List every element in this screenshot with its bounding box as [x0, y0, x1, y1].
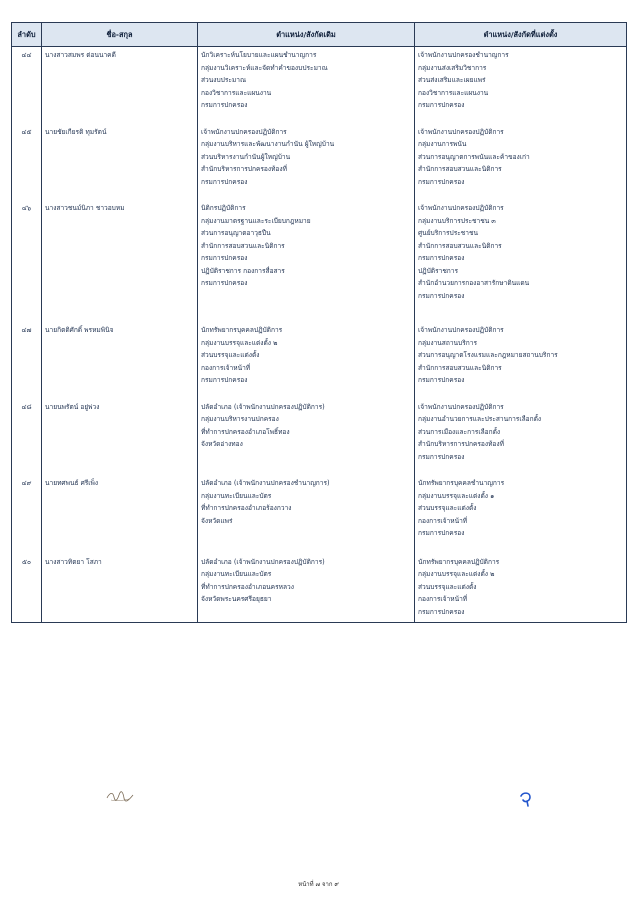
- current-position: [198, 548, 415, 623]
- new-position-line: กรมการปกครอง: [418, 376, 465, 384]
- new-position-line: เจ้าพนักงานปกครองปฏิบัติการ: [418, 204, 504, 212]
- new-position-line: กลุ่มงานอำนวยการและประสานการเลือกตั้ง: [418, 415, 542, 423]
- current-position: [198, 118, 415, 195]
- current-position: [198, 393, 415, 470]
- new-position-line: กลุ่มงานสถานบริการ: [418, 338, 477, 347]
- current-position-line: กองการเจ้าหน้าที่: [201, 363, 251, 372]
- new-position-line: กรมการปกครอง: [418, 291, 465, 300]
- row-number: [12, 316, 42, 393]
- new-position-line: สำนักบริหารการปกครองท้องที่: [418, 440, 504, 448]
- signature-initial-right: [518, 791, 534, 807]
- header-current-position: ตำแหน่ง/สังกัดเดิม: [198, 23, 415, 47]
- employee-name: [42, 548, 198, 623]
- new-position-line: ส่วนบรรจุและแต่งตั้ง: [418, 504, 477, 512]
- employee-name: [42, 469, 198, 548]
- new-position-line: กลุ่มงานการพนัน: [418, 140, 467, 148]
- current-position-line: ที่ทำการปกครองอำเภอร้องกวาง: [201, 504, 292, 512]
- current-position-line: จังหวัดพระนครศรีอยุธยา: [201, 595, 272, 603]
- new-position-line: กองการเจ้าหน้าที่: [418, 516, 468, 525]
- current-position-line: จังหวัดอ่างทอง: [201, 440, 243, 448]
- new-position-line: กลุ่มงานบรรจุและแต่งตั้ง ๑: [418, 491, 495, 500]
- new-position-line: กลุ่มงานส่งเสริมวิชาการ: [418, 63, 487, 72]
- row-number-text: ๔๙: [21, 479, 32, 487]
- new-position: [415, 548, 627, 623]
- new-position: [415, 469, 627, 548]
- row-number: [12, 47, 42, 118]
- current-position: [198, 469, 415, 548]
- employee-name-text: นายกิตติศักดิ์ พรหมพินิจ: [45, 326, 114, 334]
- row-number: [12, 393, 42, 470]
- table-row: [12, 118, 627, 195]
- employee-name-text: นางสาวทิตยา โสภา: [45, 557, 102, 566]
- current-position-line: ที่ทำการปกครองอำเภอนครหลวง: [201, 582, 294, 591]
- current-position: [198, 194, 415, 316]
- current-position-line: ปลัดอำเภอ (เจ้าพนักงานปกครองชำนาญการ): [201, 479, 330, 487]
- new-position-line: ส่วนการอนุญาตโรงแรมและกฎหมายสถานบริการ: [418, 351, 558, 359]
- table-row: [12, 548, 627, 623]
- current-position-line: ส่วนงบประมาณ: [201, 76, 247, 84]
- employee-name: [42, 118, 198, 195]
- current-position-line: นิติกรปฏิบัติการ: [201, 204, 246, 212]
- new-position-line: นักทรัพยากรบุคคลปฏิบัติการ: [418, 557, 500, 566]
- signature-initial-left: [105, 789, 135, 803]
- current-position-line: ปฏิบัติราชการ กองการสื่อสาร: [201, 266, 285, 275]
- current-position-line: กลุ่มงานบรรจุและแต่งตั้ง ๒: [201, 338, 278, 347]
- current-position-line: นักวิเคราะห์นโยบายและแผนชำนาญการ: [201, 51, 317, 59]
- current-position-line: กรมการปกครอง: [201, 177, 248, 186]
- new-position-line: สำนักการสอบสวนและนิติการ: [418, 363, 502, 372]
- new-position-line: กรมการปกครอง: [418, 607, 465, 616]
- current-position-line: กลุ่มงานบริหารและพัฒนางานกำนัน ผู้ใหญ่บ้าน: [201, 140, 335, 148]
- row-number: [12, 548, 42, 623]
- new-position-line: เจ้าพนักงานปกครองปฏิบัติการ: [418, 326, 504, 334]
- row-number-text: ๔๔: [21, 51, 32, 59]
- current-position-line: สำนักการสอบสวนและนิติการ: [201, 241, 285, 250]
- page-number: หน้าที่ ๗ จาก ๙: [298, 881, 339, 888]
- current-position-line: กรมการปกครอง: [201, 279, 248, 287]
- new-position-line: กรมการปกครอง: [418, 452, 465, 461]
- new-position: [415, 194, 627, 316]
- current-position-line: เจ้าพนักงานปกครองปฏิบัติการ: [201, 127, 287, 136]
- new-position-line: สำนักการสอบสวนและนิติการ: [418, 241, 502, 250]
- current-position-line: ปลัดอำเภอ (เจ้าพนักงานปกครองปฏิบัติการ): [201, 557, 325, 566]
- employee-name-text: นางสาวสมพร ต่อนนาคดี: [45, 51, 116, 59]
- current-position-line: กลุ่มงานบริหารงานปกครอง: [201, 415, 279, 423]
- current-position-line: ปลัดอำเภอ (เจ้าพนักงานปกครองปฏิบัติการ): [201, 402, 325, 411]
- new-position-line: เจ้าพนักงานปกครองชำนาญการ: [418, 51, 509, 59]
- new-position-line: เจ้าพนักงานปกครองปฏิบัติการ: [418, 127, 504, 136]
- current-position-line: จังหวัดแพร่: [201, 516, 233, 525]
- employee-name: [42, 47, 198, 118]
- table-header-row: [12, 23, 627, 47]
- employee-name-text: นายชัยเกียรติ ทุมรัตน์: [45, 127, 107, 136]
- new-position-line: กรมการปกครอง: [418, 101, 465, 109]
- header-no: ลำดับ: [12, 23, 42, 47]
- new-position-line: นักทรัพยากรบุคคลชำนาญการ: [418, 479, 505, 487]
- table-row: [12, 47, 627, 118]
- row-number-text: ๔๗: [21, 326, 32, 334]
- header-name: ชื่อ-สกุล: [42, 23, 198, 47]
- current-position: [198, 47, 415, 118]
- new-position: [415, 118, 627, 195]
- current-position-line: สำนักบริหารการปกครองท้องที่: [201, 165, 287, 173]
- new-position-line: กรมการปกครอง: [418, 254, 465, 262]
- table-row: [12, 393, 627, 470]
- new-position-line: กรมการปกครอง: [418, 529, 465, 537]
- current-position-line: ที่ทำการปกครองอำเภอโพธิ์ทอง: [201, 427, 290, 436]
- row-number-text: ๕๐: [21, 557, 31, 566]
- new-position: [415, 316, 627, 393]
- header-new-position: ตำแหน่ง/สังกัดที่แต่งตั้ง: [415, 23, 627, 47]
- current-position-line: กลุ่มงานทะเบียนและบัตร: [201, 491, 272, 500]
- table-row: [12, 469, 627, 548]
- row-number: [12, 469, 42, 548]
- current-position-line: กรมการปกครอง: [201, 376, 248, 384]
- current-position-line: ส่วนบริหารงานกำนันผู้ใหญ่บ้าน: [201, 152, 291, 161]
- current-position-line: กลุ่มงานทะเบียนและบัตร: [201, 570, 272, 578]
- current-position-line: กลุ่มงานมาตรฐานและระเบียบกฎหมาย: [201, 216, 311, 225]
- row-number: [12, 118, 42, 195]
- new-position-line: กองวิชาการและแผนงาน: [418, 88, 489, 97]
- new-position: [415, 47, 627, 118]
- employee-name-text: นายนพรัตน์ อยู่พ่วง: [45, 402, 100, 411]
- employee-name: [42, 393, 198, 470]
- new-position-line: ส่วนบรรจุและแต่งตั้ง: [418, 582, 477, 591]
- row-number-text: ๔๘: [21, 402, 32, 411]
- new-position-line: กลุ่มงานบริการประชาชน ๓: [418, 216, 496, 225]
- new-position-line: กองการเจ้าหน้าที่: [418, 595, 468, 603]
- new-position-line: ปฏิบัติราชการ: [418, 266, 459, 275]
- new-position-line: สำนักการสอบสวนและนิติการ: [418, 165, 502, 173]
- employee-name: [42, 194, 198, 316]
- new-position-line: สำนักอำนวยการกองอาสารักษาดินแดน: [418, 279, 530, 287]
- new-position-line: ส่วนการอนุญาตการพนันและค้าของเก่า: [418, 152, 530, 161]
- employee-name-text: นายทศพนธ์ ศรีเพ็ง: [45, 479, 99, 487]
- row-number: [12, 194, 42, 316]
- new-position-line: ศูนย์บริการประชาชน: [418, 229, 478, 237]
- table-row: [12, 316, 627, 393]
- current-position-line: นักทรัพยากรบุคคลปฏิบัติการ: [201, 326, 283, 334]
- current-position-line: กรมการปกครอง: [201, 254, 248, 262]
- table-body: [12, 47, 627, 623]
- current-position-line: กลุ่มงานวิเคราะห์และจัดทำคำของบประมาณ: [201, 63, 328, 72]
- row-number-text: ๔๕: [21, 127, 32, 136]
- current-position-line: กองวิชาการและแผนงาน: [201, 88, 272, 97]
- new-position-line: กรมการปกครอง: [418, 177, 465, 186]
- new-position-line: ส่วนส่งเสริมและเผยแพร่: [418, 76, 486, 84]
- new-position-line: เจ้าพนักงานปกครองปฏิบัติการ: [418, 402, 504, 411]
- new-position-line: ส่วนการเมืองและการเลือกตั้ง: [418, 427, 501, 436]
- new-position-line: กลุ่มงานบรรจุและแต่งตั้ง ๒: [418, 570, 495, 578]
- current-position-line: ส่วนบรรจุและแต่งตั้ง: [201, 351, 260, 359]
- row-number-text: ๔๖: [21, 204, 32, 212]
- current-position-line: กรมการปกครอง: [201, 101, 248, 109]
- current-position: [198, 316, 415, 393]
- table-row: [12, 194, 627, 316]
- appointment-table: [11, 22, 627, 623]
- employee-name-text: นางสาวชนม์นิภา ชาวอบหม: [45, 204, 125, 212]
- employee-name: [42, 316, 198, 393]
- current-position-line: ส่วนการอนุญาตอาวุธปืน: [201, 229, 271, 237]
- new-position: [415, 393, 627, 470]
